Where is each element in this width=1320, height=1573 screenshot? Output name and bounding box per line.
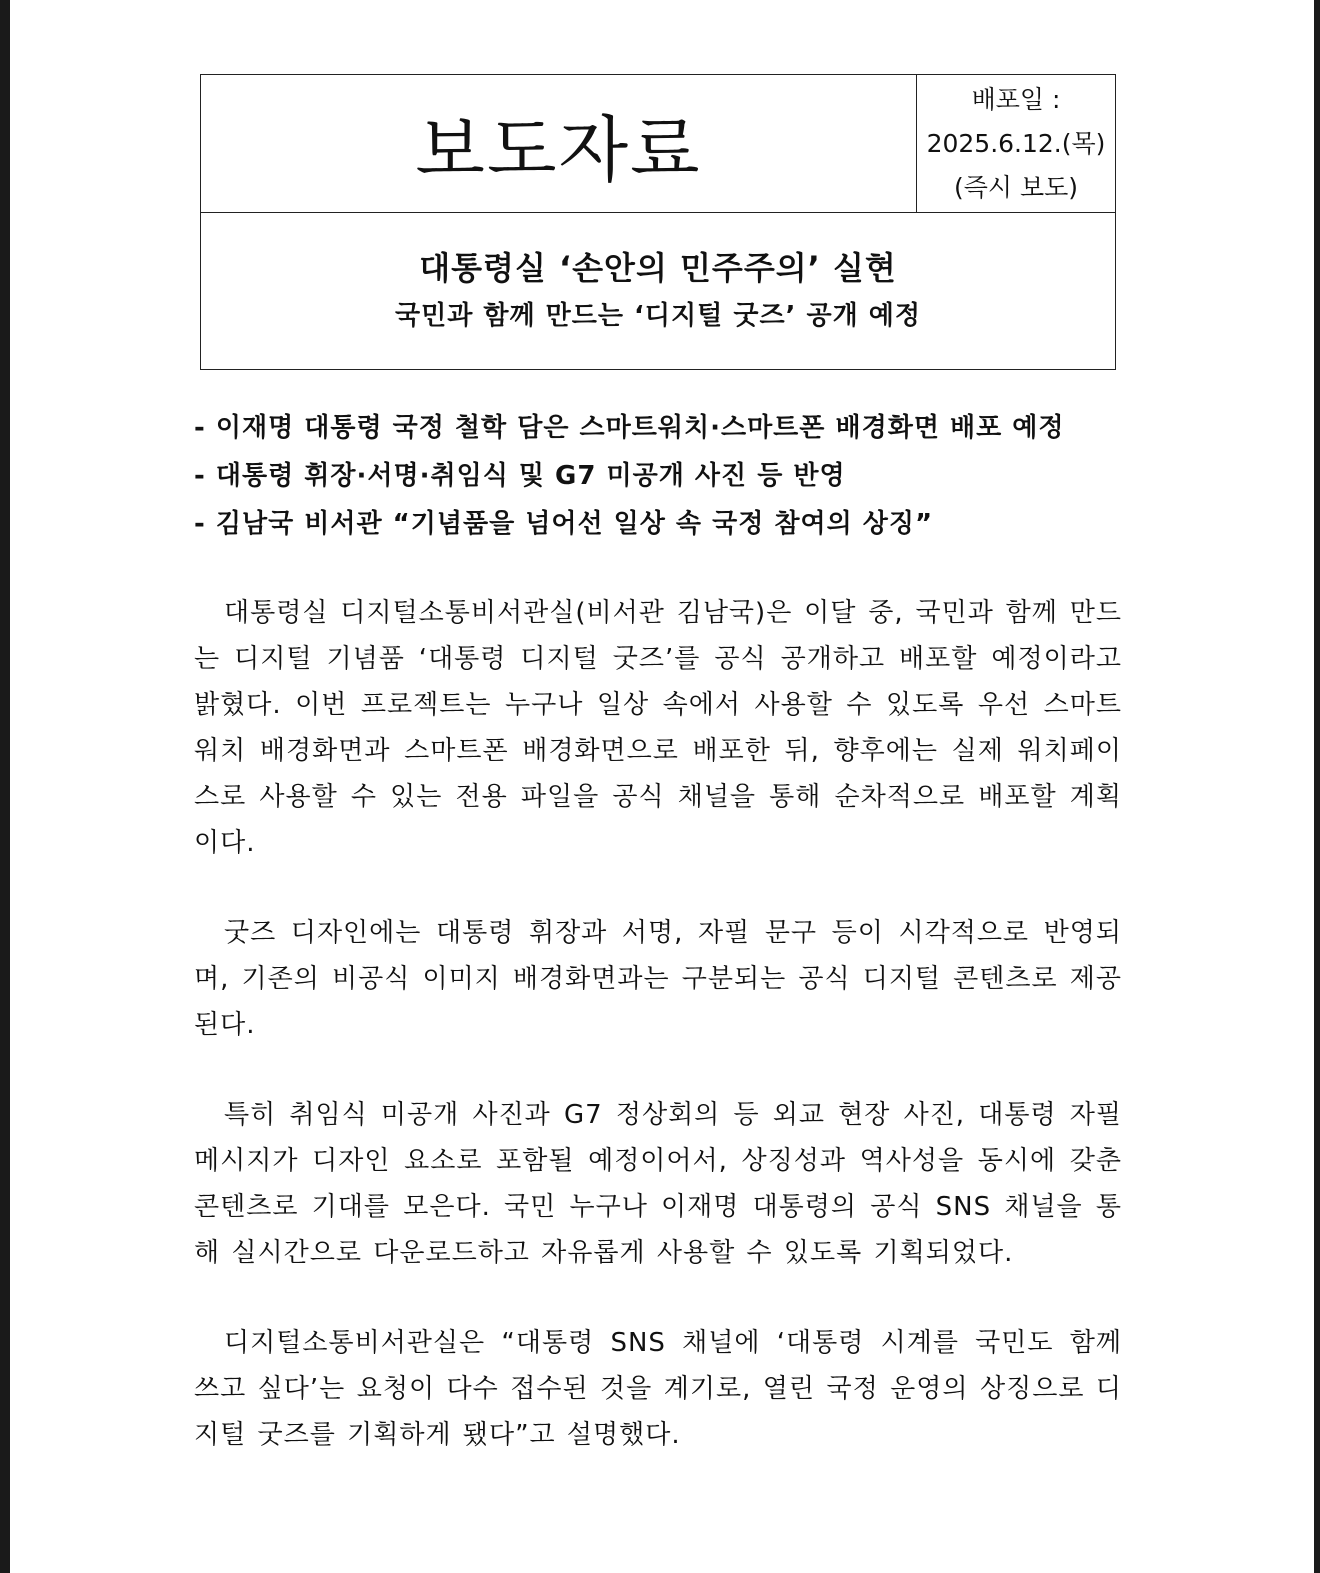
viewer-left-edge — [0, 0, 10, 1573]
title-cell — [201, 75, 917, 213]
body-paragraph: 굿즈 디자인에는 대통령 휘장과 서명, 자필 문구 등이 시각적으로 반영되며, 기존의 비공식 이미지 배경화면과는 구분되는 공식 디지털 콘텐츠로 제공된다. — [194, 918, 1122, 1040]
document-title: 보도자료 — [415, 107, 702, 192]
summary-bullet: - 이재명 대통령 국정 철학 담은 스마트워치·스마트폰 배경화면 배포 예정 — [194, 413, 1065, 443]
summary-bullet: - 김남국 비서관 “기념품을 넘어선 일상 속 국정 참여의 상징” — [194, 509, 934, 539]
subheadline: 국민과 함께 만드는 ‘디지털 굿즈’ 공개 예정 — [394, 301, 922, 331]
headline-cell — [201, 213, 1115, 369]
headline: 대통령실 ‘손안의 민주주의’ 실현 — [419, 249, 897, 287]
body-paragraph: 디지털소통비서관실은 “대통령 SNS 채널에 ‘대통령 시계를 국민도 함께 쓰고 싶다’는 요청이 다수 접수된 것을 계기로, 열린 국정 운영의 상징으로 디지털 굿즈를 기획하게 됐다”고 설명했다. — [194, 1328, 1122, 1450]
summary-bullets — [194, 404, 1124, 548]
release-date-cell — [917, 75, 1115, 213]
header-box — [200, 74, 1116, 370]
viewer-right-edge — [1314, 0, 1320, 1573]
body-paragraph: 대통령실 디지털소통비서관실(비서관 김남국)은 이달 중, 국민과 함께 만드는 디지털 기념품 ‘대통령 디지털 굿즈’를 공식 공개하고 배포할 예정이라고 밝혔다. 이번 프로젝트는 누구나 일상 속에서 사용할 수 있도록 우선 스마트워치 배경화면과 스마트폰 배경화면으로 배포한 뒤, 향후에는 실제 워치페이스로 사용할 수 있는 전용 파일을 공식 채널을 통해 순차적으로 배포할 계획이다. — [194, 598, 1122, 858]
release-note: (즉시 보도) — [953, 172, 1079, 202]
release-date-label: 배포일 : — [971, 84, 1061, 114]
body-text — [194, 590, 1122, 1502]
summary-bullet: - 대통령 휘장·서명·취임식 및 G7 미공개 사진 등 반영 — [194, 461, 846, 491]
body-paragraph: 특히 취임식 미공개 사진과 G7 정상회의 등 외교 현장 사진, 대통령 자필 메시지가 디자인 요소로 포함될 예정이어서, 상징성과 역사성을 동시에 갖춘 콘텐츠로 기대를 모은다. 국민 누구나 이재명 대통령의 공식 SNS 채널을 통해 실시간으로 다운로드하고 자유롭게 사용할 수 있도록 기획되었다. — [194, 1100, 1122, 1268]
release-date: 2025.6.12.(목) — [926, 128, 1106, 158]
